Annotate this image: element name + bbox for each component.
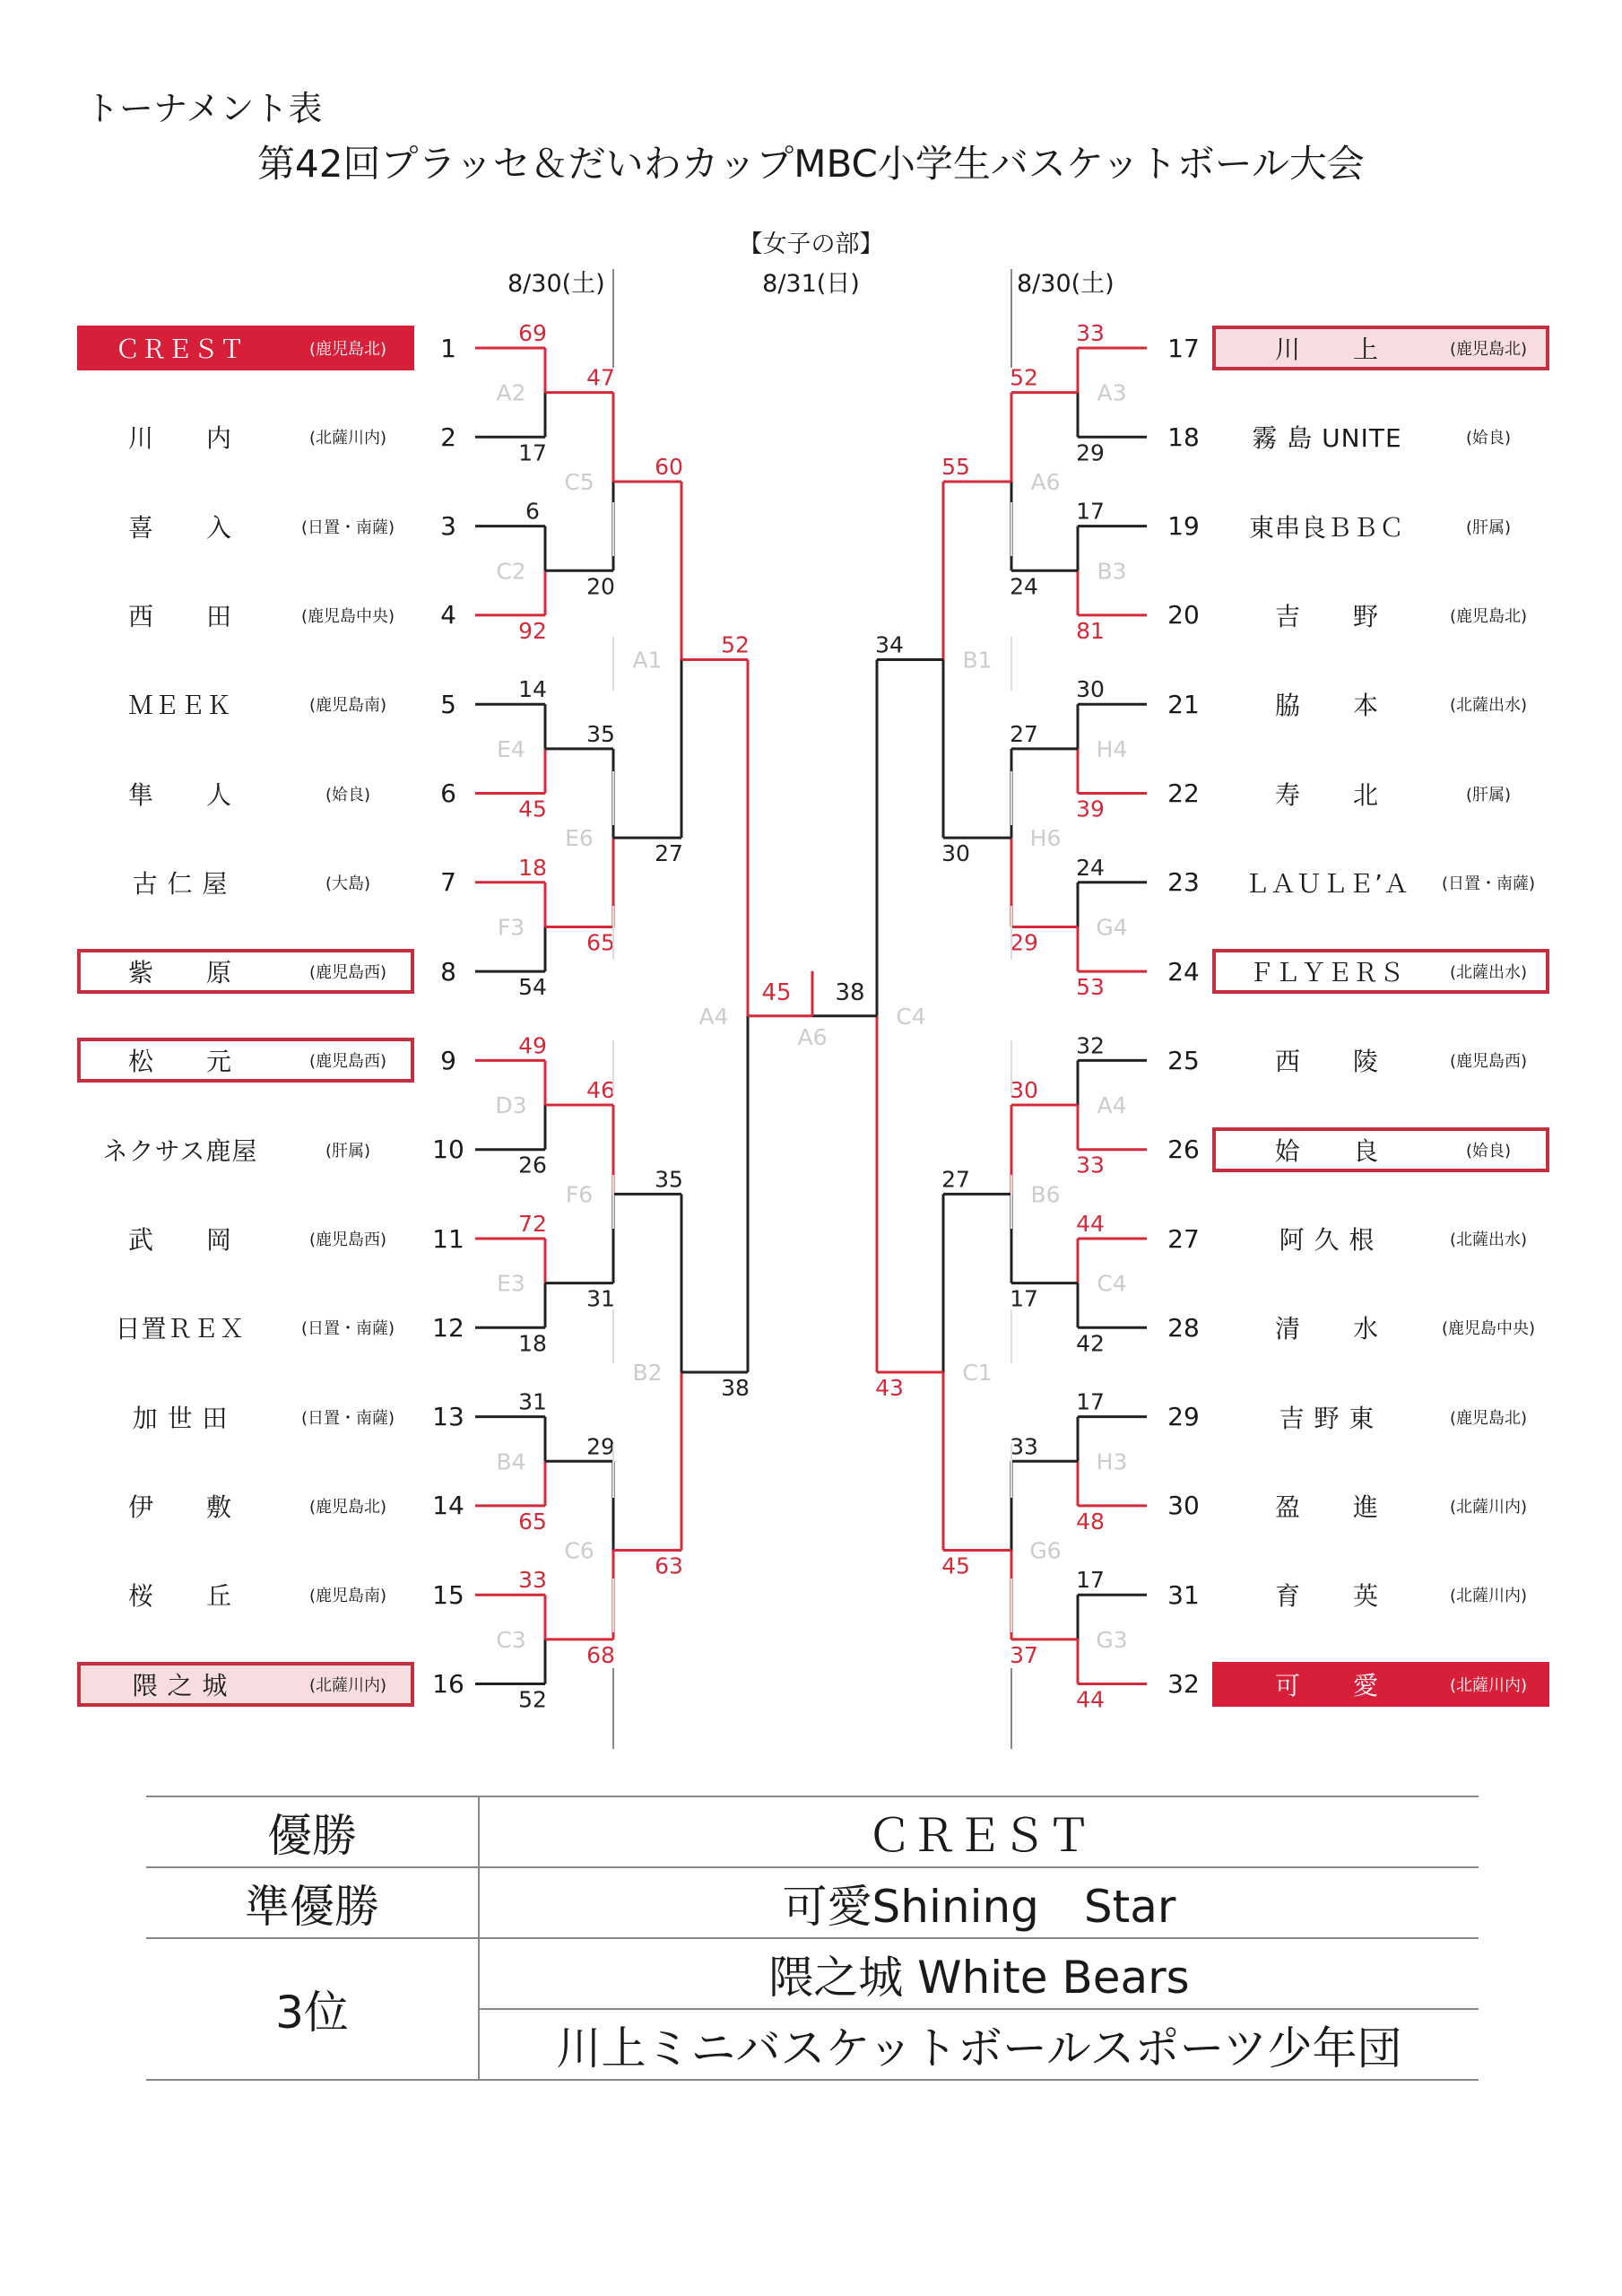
- team-seed: 6: [440, 778, 456, 808]
- team-region: (北薩出水): [1449, 963, 1528, 983]
- court-label: E6: [565, 825, 594, 852]
- team-region: (北薩川内): [1449, 1675, 1528, 1695]
- team-seed: 19: [1167, 511, 1200, 542]
- score: 17: [1076, 498, 1105, 525]
- team-name: 川 内: [127, 423, 232, 454]
- team-region: (大島): [325, 874, 371, 893]
- team-name: 隼 人: [127, 779, 232, 810]
- score: 33: [1076, 320, 1105, 346]
- court-label: B2: [632, 1359, 663, 1386]
- team-name: 日置ＲＥＸ: [115, 1314, 246, 1344]
- score: 18: [518, 854, 547, 881]
- team-seed: 8: [440, 956, 456, 987]
- team-name: 清 水: [1274, 1314, 1379, 1344]
- team-name: 姶 良: [1274, 1135, 1379, 1166]
- team-region: (鹿児島北): [1449, 340, 1528, 359]
- result-label: 準優勝: [146, 1867, 479, 1938]
- court-label: D3: [495, 1092, 527, 1119]
- score: 39: [1076, 796, 1105, 822]
- score: 44: [1076, 1686, 1105, 1713]
- score: 29: [1076, 439, 1105, 466]
- court-label: A4: [1097, 1092, 1127, 1119]
- team-name: 阿 久 根: [1279, 1225, 1375, 1255]
- team-region: (日置・南薩): [300, 517, 395, 537]
- score: 30: [1076, 676, 1105, 703]
- team-region: (鹿児島北): [308, 1497, 387, 1517]
- score: 29: [586, 1433, 615, 1460]
- team-name: 古 仁 屋: [132, 868, 229, 899]
- score: 92: [518, 617, 547, 644]
- team-seed: 16: [432, 1669, 464, 1699]
- court-label: H6: [1029, 825, 1062, 852]
- court-label: A3: [1097, 379, 1127, 406]
- team-seed: 28: [1167, 1312, 1200, 1343]
- result-label: 優勝: [146, 1796, 479, 1867]
- score: 27: [1010, 720, 1038, 747]
- court-label: G6: [1029, 1537, 1062, 1564]
- court-label: G4: [1096, 914, 1128, 941]
- team-seed: 25: [1167, 1045, 1200, 1075]
- score: 35: [655, 1166, 683, 1193]
- team-name: 西 陵: [1274, 1047, 1379, 1077]
- team-region: (鹿児島南): [308, 696, 387, 716]
- team-region: (日置・南薩): [1441, 874, 1536, 893]
- court-label: C2: [496, 558, 526, 585]
- final-court-label: A6: [797, 1023, 828, 1050]
- score: 38: [721, 1374, 750, 1401]
- team-name: ネクサス鹿屋: [102, 1135, 258, 1166]
- court-label: E3: [497, 1270, 525, 1297]
- team-name: 川 上: [1274, 335, 1379, 364]
- team-seed: 4: [440, 600, 456, 631]
- score: 60: [655, 453, 683, 480]
- score: 52: [1010, 364, 1038, 391]
- score: 17: [518, 439, 547, 466]
- court-label: B1: [962, 647, 993, 674]
- day-label-left: 8/30(土): [507, 270, 605, 298]
- court-label: A4: [698, 1003, 729, 1030]
- court-label: H3: [1096, 1448, 1128, 1475]
- score: 31: [586, 1285, 615, 1312]
- team-name: 盈 進: [1274, 1492, 1379, 1522]
- result-row-runner-up: [146, 1867, 1479, 1938]
- team-name: 脇 本: [1274, 691, 1379, 721]
- score: 33: [1076, 1152, 1105, 1178]
- team-region: (鹿児島南): [308, 1587, 387, 1606]
- team-seed: 3: [440, 511, 456, 542]
- team-name: 喜 入: [127, 512, 232, 543]
- team-region: (日置・南薩): [300, 1319, 395, 1339]
- team-region: (肝属): [1465, 517, 1512, 537]
- team-seed: 17: [1167, 333, 1200, 363]
- score: 65: [586, 929, 615, 956]
- team-seed: 11: [432, 1223, 464, 1254]
- court-label: C4: [896, 1003, 926, 1030]
- score: 52: [721, 631, 750, 658]
- score: 32: [1076, 1032, 1105, 1059]
- score: 31: [518, 1388, 547, 1415]
- team-seed: 21: [1167, 689, 1200, 719]
- score: 42: [1076, 1330, 1105, 1357]
- team-region: (肝属): [1465, 785, 1512, 804]
- team-name: 可 愛: [1274, 1670, 1379, 1700]
- score: 27: [941, 1166, 970, 1193]
- results-table: [146, 1796, 1479, 2081]
- score: 30: [941, 840, 970, 867]
- team-region: (鹿児島北): [1449, 1408, 1528, 1428]
- score: 53: [1076, 974, 1105, 1001]
- score: 54: [518, 974, 547, 1001]
- score: 46: [586, 1077, 615, 1104]
- score: 72: [518, 1211, 547, 1237]
- team-seed: 1: [440, 333, 456, 363]
- team-name: 隈 之 城: [132, 1670, 229, 1700]
- team-name: 育 英: [1274, 1581, 1379, 1612]
- team-name: ＭＥＥＫ: [127, 691, 232, 721]
- team-region: (鹿児島北): [1449, 606, 1528, 626]
- team-region: (姶良): [325, 785, 371, 804]
- score: 26: [518, 1152, 547, 1178]
- result-row-third: [146, 1938, 1479, 2009]
- score: 65: [518, 1508, 547, 1535]
- court-label: G3: [1096, 1626, 1128, 1653]
- score: 34: [875, 631, 904, 658]
- score: 63: [655, 1552, 683, 1579]
- team-name: 松 元: [127, 1047, 232, 1077]
- score: 37: [1010, 1641, 1038, 1668]
- team-name: ＣＲＥＳＴ: [115, 335, 246, 364]
- document-label: トーナメント表: [85, 89, 323, 128]
- result-team: 可愛Shining Star: [479, 1867, 1479, 1938]
- team-region: (鹿児島中央): [300, 606, 395, 626]
- score: 14: [518, 676, 547, 703]
- team-seed: 32: [1167, 1669, 1200, 1699]
- score: 24: [1076, 854, 1105, 881]
- team-seed: 14: [432, 1491, 464, 1521]
- team-seed: 18: [1167, 422, 1200, 452]
- score: 27: [655, 840, 683, 867]
- final-score-right: 38: [835, 978, 865, 1006]
- result-team: 川上ミニバスケットボールスポーツ少年団: [479, 2009, 1479, 2080]
- team-seed: 2: [440, 422, 456, 452]
- court-label: F6: [565, 1181, 594, 1208]
- score: 33: [1010, 1433, 1038, 1460]
- team-seed: 12: [432, 1312, 464, 1343]
- result-team: ＣＲＥＳＴ: [479, 1796, 1479, 1867]
- court-label: B4: [496, 1448, 526, 1475]
- team-region: (北薩川内): [308, 429, 387, 448]
- score: 52: [518, 1686, 547, 1713]
- team-seed: 10: [432, 1135, 464, 1165]
- court-label: F3: [497, 914, 525, 941]
- division-label: 【女子の部】: [738, 230, 884, 258]
- final-score-left: 45: [761, 978, 792, 1006]
- team-seed: 31: [1167, 1579, 1200, 1610]
- score: 43: [875, 1374, 904, 1401]
- team-region: (鹿児島西): [1449, 1052, 1528, 1072]
- score: 69: [518, 320, 547, 346]
- score: 17: [1010, 1285, 1038, 1312]
- score: 47: [586, 364, 615, 391]
- team-seed: 26: [1167, 1135, 1200, 1165]
- team-region: (北薩出水): [1449, 696, 1528, 716]
- team-seed: 22: [1167, 778, 1200, 808]
- team-region: (北薩川内): [308, 1675, 387, 1695]
- team-name: 伊 敷: [127, 1492, 232, 1522]
- team-name: 吉 野: [1274, 601, 1379, 631]
- team-region: (北薩出水): [1449, 1231, 1528, 1249]
- court-label: C3: [496, 1626, 526, 1653]
- court-label: A6: [1030, 468, 1061, 495]
- team-seed: 27: [1167, 1223, 1200, 1254]
- team-name: 加 世 田: [132, 1403, 229, 1433]
- court-label: C1: [962, 1359, 993, 1386]
- team-region: (姶良): [1465, 429, 1512, 448]
- day-label-right: 8/30(土): [1017, 270, 1115, 298]
- team-seed: 7: [440, 867, 456, 898]
- court-label: H4: [1096, 735, 1128, 762]
- team-seed: 15: [432, 1579, 464, 1610]
- team-region: (日置・南薩): [300, 1408, 395, 1428]
- court-label: A1: [632, 647, 663, 674]
- team-seed: 30: [1167, 1491, 1200, 1521]
- team-name: 吉 野 東: [1279, 1403, 1375, 1433]
- team-region: (鹿児島西): [308, 963, 387, 983]
- score: 44: [1076, 1211, 1105, 1237]
- score: 49: [518, 1032, 547, 1059]
- tournament-title: 第42回プラッセ＆だいわカップMBC小学生バスケットボール大会: [257, 142, 1365, 186]
- team-region: (鹿児島西): [308, 1052, 387, 1072]
- score: 18: [518, 1330, 547, 1357]
- score: 29: [1010, 929, 1038, 956]
- day-label-center: 8/31(日): [762, 270, 860, 298]
- result-row-champion: [146, 1796, 1479, 1867]
- team-region: (鹿児島北): [308, 340, 387, 359]
- team-seed: 20: [1167, 600, 1200, 631]
- court-label: C6: [564, 1537, 594, 1564]
- team-region: (北薩川内): [1449, 1497, 1528, 1517]
- court-label: A2: [496, 379, 526, 406]
- team-seed: 13: [432, 1402, 464, 1432]
- team-seed: 24: [1167, 956, 1200, 987]
- team-name: 武 岡: [127, 1225, 232, 1255]
- score: 45: [518, 796, 547, 822]
- score: 17: [1076, 1388, 1105, 1415]
- score: 68: [586, 1641, 615, 1668]
- score: 55: [941, 453, 970, 480]
- score: 35: [586, 720, 615, 747]
- score: 30: [1010, 1077, 1038, 1104]
- result-team: 隈之城 White Bears: [479, 1938, 1479, 2009]
- team-seed: 29: [1167, 1402, 1200, 1432]
- team-seed: 5: [440, 689, 456, 719]
- team-region: (鹿児島西): [308, 1231, 387, 1249]
- team-seed: 23: [1167, 867, 1200, 898]
- team-name: 霧 島 UNITE: [1252, 423, 1402, 454]
- score: 45: [941, 1552, 970, 1579]
- court-label: E4: [497, 735, 525, 762]
- team-region: (北薩川内): [1449, 1587, 1528, 1606]
- team-region: (鹿児島中央): [1441, 1319, 1536, 1339]
- team-name: 紫 原: [127, 958, 232, 988]
- result-label: 3位: [146, 1938, 479, 2080]
- score: 24: [1010, 573, 1038, 600]
- team-region: (姶良): [1465, 1141, 1512, 1161]
- team-name: 寿 北: [1274, 779, 1379, 810]
- court-label: B3: [1097, 558, 1127, 585]
- score: 81: [1076, 617, 1105, 644]
- score: 20: [586, 573, 615, 600]
- score: 6: [525, 498, 540, 525]
- team-name: 東串良ＢＢＣ: [1248, 512, 1405, 543]
- court-label: C4: [1097, 1270, 1127, 1297]
- score: 48: [1076, 1508, 1105, 1535]
- score: 17: [1076, 1567, 1105, 1594]
- court-label: B6: [1030, 1181, 1061, 1208]
- team-region: (肝属): [325, 1141, 371, 1161]
- team-name: 西 田: [127, 601, 232, 631]
- team-name: ＦＬＹＥＲＳ: [1248, 958, 1405, 988]
- team-seed: 9: [440, 1045, 456, 1075]
- court-label: C5: [564, 468, 594, 495]
- team-name: 桜 丘: [127, 1581, 232, 1612]
- team-name: ＬＡＵＬＥ’Ａ: [1245, 868, 1409, 899]
- score: 33: [518, 1567, 547, 1594]
